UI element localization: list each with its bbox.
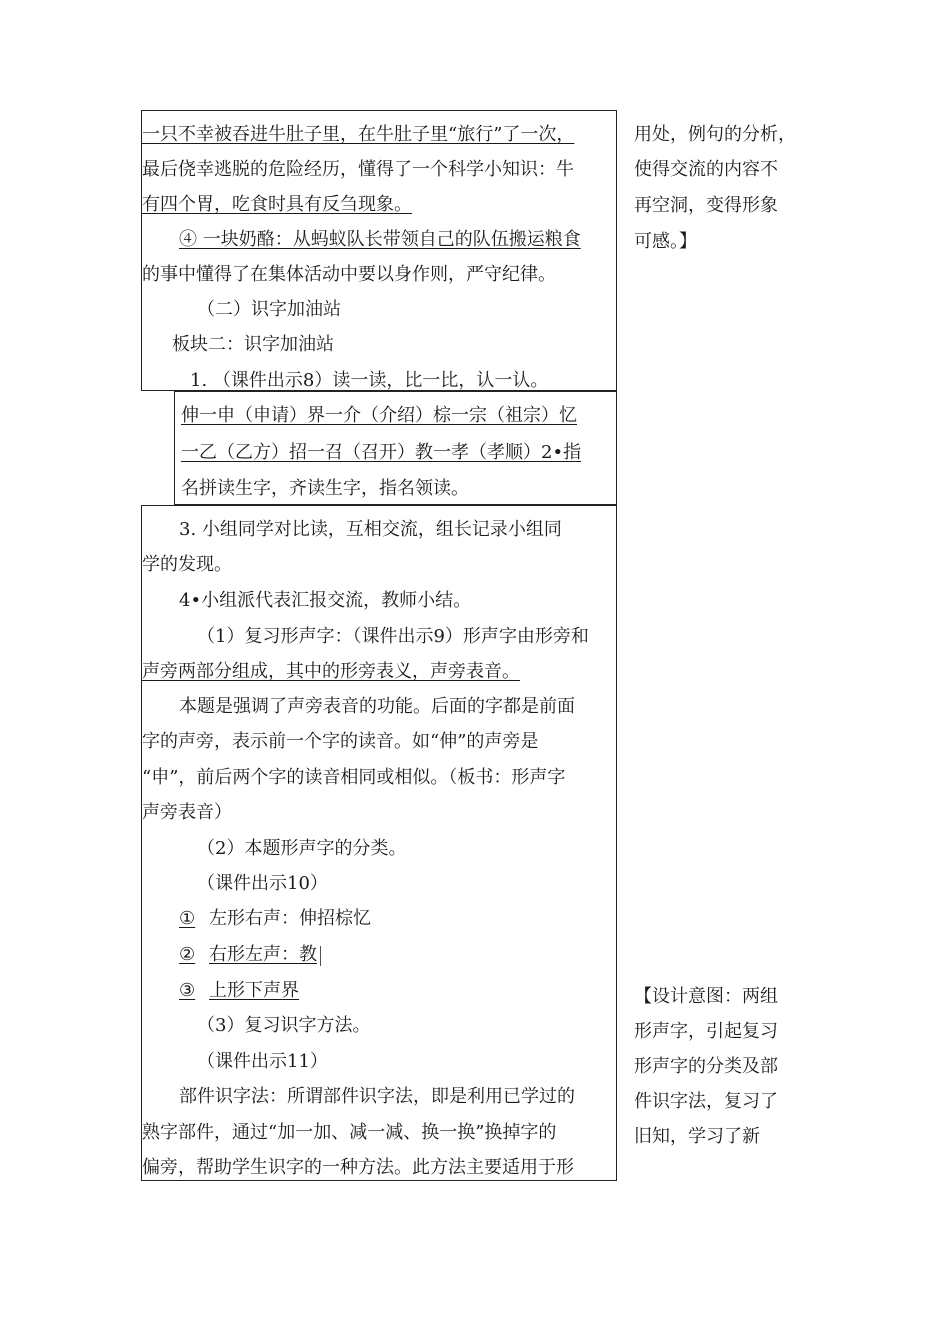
list-item-number: ③	[179, 980, 196, 1001]
text-line: （课件出示10）	[197, 873, 328, 894]
text-line: 部件识字法：所谓部件识字法，即是利用已学过的	[179, 1086, 575, 1107]
sidenote-line: 再空洞，变得形象	[634, 195, 778, 216]
text-line: （3）复习识字方法。	[197, 1015, 371, 1036]
text-line: 3. 小组同学对比读，互相交流，组长记录小组同	[179, 519, 562, 540]
text-line: 字的声旁，表示前一个字的读音。如“伸”的声旁是	[142, 731, 539, 752]
text-line: 的事中懂得了在集体活动中要以身作则，严守纪律。	[142, 264, 556, 285]
text-line: 声旁两部分组成，其中的形旁表义，声旁表音。	[142, 661, 520, 682]
text-line: 4•小组派代表汇报交流，教师小结。	[179, 590, 472, 611]
text-line: 有四个胃，吃食时具有反刍现象。	[142, 194, 412, 215]
text-line: 名拼读生字，齐读生字，指名领读。	[181, 478, 469, 499]
design-intent-line: 形声字的分类及部	[634, 1056, 778, 1077]
list-item-text: 右形左声：教	[209, 944, 317, 965]
text-line: “申”，前后两个字的读音相同或相似。（板书：形声字	[142, 767, 566, 788]
text-line: （1）复习形声字：（课件出示9）形声字由形旁和	[197, 626, 589, 647]
text-line: 熟字部件，通过“加一加、减一减、换一换”换掉字的	[142, 1122, 557, 1143]
list-item-text: 上形下声界	[209, 980, 299, 1001]
text-line: ④ 一块奶酪：从蚂蚁队长带领自己的队伍搬运粮食	[179, 229, 581, 250]
text-line: 1. （课件出示8）读一读，比一比，认一认。	[190, 370, 549, 391]
list-item-number: ①	[179, 908, 196, 929]
design-intent-line: 【设计意图：两组	[634, 986, 778, 1007]
text-line: 一只不幸被吞进牛肚子里，在牛肚子里“旅行”了一次，	[142, 124, 575, 145]
text-line: （课件出示11）	[197, 1051, 328, 1072]
text-line: 学的发现。	[142, 554, 232, 575]
table-cell-characters	[174, 391, 617, 505]
text-line: 本题是强调了声旁表音的功能。后面的字都是前面	[179, 696, 575, 717]
design-intent-line: 件识字法，复习了	[634, 1091, 778, 1112]
text-line: （2）本题形声字的分类。	[197, 838, 407, 859]
section-heading: （二）识字加油站	[197, 299, 341, 320]
sidenote-line: 可感。】	[634, 231, 697, 252]
list-item-number: ②	[179, 944, 196, 965]
text-line: 最后侥幸逃脱的危险经历，懂得了一个科学小知识：牛	[142, 159, 574, 180]
design-intent-line: 旧知，学习了新	[634, 1126, 760, 1147]
table-cell-top	[141, 110, 617, 391]
design-intent-line: 形声字，引起复习	[634, 1021, 778, 1042]
text-line: 偏旁，帮助学生识字的一种方法。此方法主要适用于形	[142, 1157, 574, 1178]
text-cursor-mark	[320, 946, 321, 966]
section-heading: 板块二：识字加油站	[172, 334, 334, 355]
sidenote-line: 用处，例句的分析，	[634, 124, 796, 145]
table-cell-main	[141, 505, 617, 1181]
list-item-text: 左形右声：伸招棕忆	[209, 908, 371, 929]
char-pairs-line: 伸一申（申请）界一介（介绍）棕一宗（祖宗）忆	[181, 405, 577, 426]
text-line: 声旁表音）	[142, 802, 232, 823]
char-pairs-line: 一乙（乙方）招一召（召开）教一孝（孝顺）2•指	[181, 442, 582, 463]
sidenote-line: 使得交流的内容不	[634, 159, 778, 180]
